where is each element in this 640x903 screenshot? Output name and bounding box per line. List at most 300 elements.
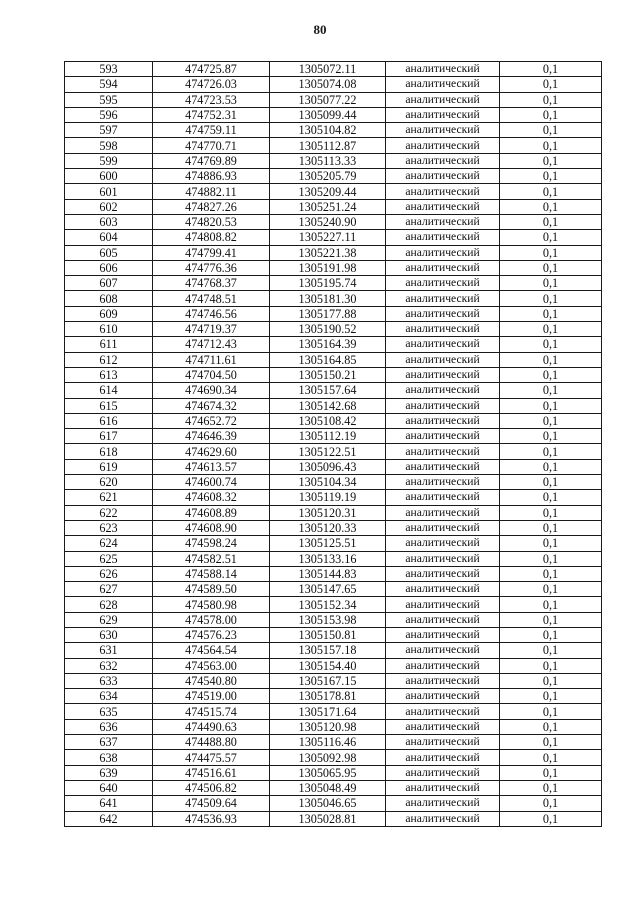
table-row — [65, 138, 602, 153]
determination-method-cell: аналитический — [386, 260, 500, 275]
table-row — [65, 750, 602, 765]
y-coordinate-cell: 1305099.44 — [270, 107, 386, 122]
x-coordinate-cell: 474719.37 — [153, 322, 270, 337]
x-coordinate-cell: 474608.89 — [153, 505, 270, 520]
point-number-cell: 627 — [65, 582, 153, 597]
point-number-cell: 612 — [65, 352, 153, 367]
y-coordinate-cell: 1305096.43 — [270, 459, 386, 474]
determination-method-cell: аналитический — [386, 276, 500, 291]
accuracy-cell: 0,1 — [500, 62, 602, 77]
table-row — [65, 658, 602, 673]
y-coordinate-cell: 1305152.34 — [270, 597, 386, 612]
determination-method-cell: аналитический — [386, 566, 500, 581]
x-coordinate-cell: 474808.82 — [153, 230, 270, 245]
y-coordinate-cell: 1305178.81 — [270, 689, 386, 704]
accuracy-cell: 0,1 — [500, 612, 602, 627]
accuracy-cell: 0,1 — [500, 627, 602, 642]
table-row — [65, 627, 602, 642]
determination-method-cell: аналитический — [386, 429, 500, 444]
point-number-cell: 642 — [65, 811, 153, 826]
x-coordinate-cell: 474725.87 — [153, 62, 270, 77]
accuracy-cell: 0,1 — [500, 413, 602, 428]
accuracy-cell: 0,1 — [500, 123, 602, 138]
accuracy-cell: 0,1 — [500, 719, 602, 734]
determination-method-cell: аналитический — [386, 475, 500, 490]
y-coordinate-cell: 1305104.82 — [270, 123, 386, 138]
table-row — [65, 704, 602, 719]
x-coordinate-cell: 474600.74 — [153, 475, 270, 490]
table-row — [65, 735, 602, 750]
determination-method-cell: аналитический — [386, 765, 500, 780]
point-number-cell: 623 — [65, 520, 153, 535]
y-coordinate-cell: 1305147.65 — [270, 582, 386, 597]
table-row — [65, 536, 602, 551]
x-coordinate-cell: 474799.41 — [153, 245, 270, 260]
accuracy-cell: 0,1 — [500, 750, 602, 765]
x-coordinate-cell: 474629.60 — [153, 444, 270, 459]
point-number-cell: 630 — [65, 627, 153, 642]
determination-method-cell: аналитический — [386, 597, 500, 612]
determination-method-cell: аналитический — [386, 627, 500, 642]
determination-method-cell: аналитический — [386, 811, 500, 826]
accuracy-cell: 0,1 — [500, 536, 602, 551]
accuracy-cell: 0,1 — [500, 658, 602, 673]
determination-method-cell: аналитический — [386, 306, 500, 321]
y-coordinate-cell: 1305195.74 — [270, 276, 386, 291]
accuracy-cell: 0,1 — [500, 551, 602, 566]
table-row — [65, 505, 602, 520]
x-coordinate-cell: 474516.61 — [153, 765, 270, 780]
x-coordinate-cell: 474576.23 — [153, 627, 270, 642]
determination-method-cell: аналитический — [386, 643, 500, 658]
accuracy-cell: 0,1 — [500, 322, 602, 337]
accuracy-cell: 0,1 — [500, 260, 602, 275]
point-number-cell: 626 — [65, 566, 153, 581]
point-number-cell: 639 — [65, 765, 153, 780]
coordinates-table — [64, 61, 602, 827]
accuracy-cell: 0,1 — [500, 780, 602, 795]
table-row — [65, 475, 602, 490]
determination-method-cell: аналитический — [386, 153, 500, 168]
table-row — [65, 169, 602, 184]
accuracy-cell: 0,1 — [500, 352, 602, 367]
y-coordinate-cell: 1305177.88 — [270, 306, 386, 321]
table-row — [65, 245, 602, 260]
y-coordinate-cell: 1305150.21 — [270, 367, 386, 382]
y-coordinate-cell: 1305125.51 — [270, 536, 386, 551]
table-row — [65, 566, 602, 581]
determination-method-cell: аналитический — [386, 77, 500, 92]
table-row — [65, 597, 602, 612]
y-coordinate-cell: 1305120.33 — [270, 520, 386, 535]
accuracy-cell: 0,1 — [500, 276, 602, 291]
accuracy-cell: 0,1 — [500, 291, 602, 306]
determination-method-cell: аналитический — [386, 291, 500, 306]
table-row — [65, 352, 602, 367]
y-coordinate-cell: 1305205.79 — [270, 169, 386, 184]
accuracy-cell: 0,1 — [500, 505, 602, 520]
x-coordinate-cell: 474820.53 — [153, 214, 270, 229]
y-coordinate-cell: 1305122.51 — [270, 444, 386, 459]
y-coordinate-cell: 1305227.11 — [270, 230, 386, 245]
determination-method-cell: аналитический — [386, 582, 500, 597]
y-coordinate-cell: 1305164.39 — [270, 337, 386, 352]
determination-method-cell: аналитический — [386, 383, 500, 398]
table-row — [65, 765, 602, 780]
point-number-cell: 625 — [65, 551, 153, 566]
table-row — [65, 214, 602, 229]
table-row — [65, 413, 602, 428]
point-number-cell: 618 — [65, 444, 153, 459]
accuracy-cell: 0,1 — [500, 383, 602, 398]
x-coordinate-cell: 474752.31 — [153, 107, 270, 122]
x-coordinate-cell: 474564.54 — [153, 643, 270, 658]
determination-method-cell: аналитический — [386, 322, 500, 337]
x-coordinate-cell: 474652.72 — [153, 413, 270, 428]
y-coordinate-cell: 1305171.64 — [270, 704, 386, 719]
table-row — [65, 77, 602, 92]
table-row — [65, 490, 602, 505]
point-number-cell: 634 — [65, 689, 153, 704]
x-coordinate-cell: 474776.36 — [153, 260, 270, 275]
point-number-cell: 597 — [65, 123, 153, 138]
accuracy-cell: 0,1 — [500, 704, 602, 719]
table-row — [65, 383, 602, 398]
table-row — [65, 520, 602, 535]
point-number-cell: 629 — [65, 612, 153, 627]
y-coordinate-cell: 1305065.95 — [270, 765, 386, 780]
point-number-cell: 596 — [65, 107, 153, 122]
point-number-cell: 632 — [65, 658, 153, 673]
y-coordinate-cell: 1305153.98 — [270, 612, 386, 627]
determination-method-cell: аналитический — [386, 184, 500, 199]
table-row — [65, 230, 602, 245]
accuracy-cell: 0,1 — [500, 398, 602, 413]
accuracy-cell: 0,1 — [500, 245, 602, 260]
x-coordinate-cell: 474488.80 — [153, 735, 270, 750]
accuracy-cell: 0,1 — [500, 689, 602, 704]
y-coordinate-cell: 1305209.44 — [270, 184, 386, 199]
point-number-cell: 631 — [65, 643, 153, 658]
point-number-cell: 605 — [65, 245, 153, 260]
y-coordinate-cell: 1305116.46 — [270, 735, 386, 750]
table-row — [65, 260, 602, 275]
determination-method-cell: аналитический — [386, 352, 500, 367]
table-row — [65, 276, 602, 291]
y-coordinate-cell: 1305104.34 — [270, 475, 386, 490]
point-number-cell: 598 — [65, 138, 153, 153]
table-row — [65, 184, 602, 199]
table-row — [65, 153, 602, 168]
y-coordinate-cell: 1305108.42 — [270, 413, 386, 428]
table-row — [65, 107, 602, 122]
determination-method-cell: аналитический — [386, 107, 500, 122]
y-coordinate-cell: 1305048.49 — [270, 780, 386, 795]
determination-method-cell: аналитический — [386, 490, 500, 505]
y-coordinate-cell: 1305113.33 — [270, 153, 386, 168]
x-coordinate-cell: 474759.11 — [153, 123, 270, 138]
y-coordinate-cell: 1305164.85 — [270, 352, 386, 367]
table-row — [65, 459, 602, 474]
accuracy-cell: 0,1 — [500, 735, 602, 750]
point-number-cell: 601 — [65, 184, 153, 199]
table-row — [65, 92, 602, 107]
table-row — [65, 291, 602, 306]
point-number-cell: 617 — [65, 429, 153, 444]
point-number-cell: 624 — [65, 536, 153, 551]
y-coordinate-cell: 1305142.68 — [270, 398, 386, 413]
determination-method-cell: аналитический — [386, 704, 500, 719]
determination-method-cell: аналитический — [386, 520, 500, 535]
point-number-cell: 638 — [65, 750, 153, 765]
y-coordinate-cell: 1305074.08 — [270, 77, 386, 92]
x-coordinate-cell: 474613.57 — [153, 459, 270, 474]
determination-method-cell: аналитический — [386, 169, 500, 184]
x-coordinate-cell: 474886.93 — [153, 169, 270, 184]
determination-method-cell: аналитический — [386, 796, 500, 811]
y-coordinate-cell: 1305167.15 — [270, 673, 386, 688]
x-coordinate-cell: 474589.50 — [153, 582, 270, 597]
accuracy-cell: 0,1 — [500, 367, 602, 382]
determination-method-cell: аналитический — [386, 245, 500, 260]
point-number-cell: 628 — [65, 597, 153, 612]
x-coordinate-cell: 474690.34 — [153, 383, 270, 398]
point-number-cell: 619 — [65, 459, 153, 474]
y-coordinate-cell: 1305157.18 — [270, 643, 386, 658]
x-coordinate-cell: 474598.24 — [153, 536, 270, 551]
accuracy-cell: 0,1 — [500, 444, 602, 459]
x-coordinate-cell: 474748.51 — [153, 291, 270, 306]
point-number-cell: 641 — [65, 796, 153, 811]
table-row — [65, 796, 602, 811]
point-number-cell: 637 — [65, 735, 153, 750]
x-coordinate-cell: 474646.39 — [153, 429, 270, 444]
determination-method-cell: аналитический — [386, 719, 500, 734]
determination-method-cell: аналитический — [386, 536, 500, 551]
point-number-cell: 600 — [65, 169, 153, 184]
y-coordinate-cell: 1305144.83 — [270, 566, 386, 581]
x-coordinate-cell: 474608.32 — [153, 490, 270, 505]
table-row — [65, 689, 602, 704]
accuracy-cell: 0,1 — [500, 429, 602, 444]
accuracy-cell: 0,1 — [500, 459, 602, 474]
y-coordinate-cell: 1305028.81 — [270, 811, 386, 826]
determination-method-cell: аналитический — [386, 199, 500, 214]
y-coordinate-cell: 1305191.98 — [270, 260, 386, 275]
x-coordinate-cell: 474723.53 — [153, 92, 270, 107]
table-row — [65, 367, 602, 382]
accuracy-cell: 0,1 — [500, 673, 602, 688]
y-coordinate-cell: 1305046.65 — [270, 796, 386, 811]
point-number-cell: 633 — [65, 673, 153, 688]
table-body — [65, 62, 602, 827]
y-coordinate-cell: 1305157.64 — [270, 383, 386, 398]
y-coordinate-cell: 1305112.87 — [270, 138, 386, 153]
determination-method-cell: аналитический — [386, 138, 500, 153]
point-number-cell: 611 — [65, 337, 153, 352]
x-coordinate-cell: 474578.00 — [153, 612, 270, 627]
accuracy-cell: 0,1 — [500, 337, 602, 352]
accuracy-cell: 0,1 — [500, 520, 602, 535]
determination-method-cell: аналитический — [386, 459, 500, 474]
point-number-cell: 635 — [65, 704, 153, 719]
point-number-cell: 622 — [65, 505, 153, 520]
determination-method-cell: аналитический — [386, 214, 500, 229]
point-number-cell: 616 — [65, 413, 153, 428]
x-coordinate-cell: 474536.93 — [153, 811, 270, 826]
determination-method-cell: аналитический — [386, 337, 500, 352]
accuracy-cell: 0,1 — [500, 230, 602, 245]
y-coordinate-cell: 1305133.16 — [270, 551, 386, 566]
determination-method-cell: аналитический — [386, 551, 500, 566]
accuracy-cell: 0,1 — [500, 490, 602, 505]
x-coordinate-cell: 474769.89 — [153, 153, 270, 168]
point-number-cell: 640 — [65, 780, 153, 795]
y-coordinate-cell: 1305154.40 — [270, 658, 386, 673]
accuracy-cell: 0,1 — [500, 138, 602, 153]
determination-method-cell: аналитический — [386, 367, 500, 382]
determination-method-cell: аналитический — [386, 735, 500, 750]
x-coordinate-cell: 474475.57 — [153, 750, 270, 765]
point-number-cell: 603 — [65, 214, 153, 229]
table-row — [65, 444, 602, 459]
x-coordinate-cell: 474588.14 — [153, 566, 270, 581]
determination-method-cell: аналитический — [386, 230, 500, 245]
determination-method-cell: аналитический — [386, 62, 500, 77]
point-number-cell: 615 — [65, 398, 153, 413]
x-coordinate-cell: 474726.03 — [153, 77, 270, 92]
accuracy-cell: 0,1 — [500, 811, 602, 826]
x-coordinate-cell: 474563.00 — [153, 658, 270, 673]
accuracy-cell: 0,1 — [500, 306, 602, 321]
point-number-cell: 602 — [65, 199, 153, 214]
y-coordinate-cell: 1305092.98 — [270, 750, 386, 765]
y-coordinate-cell: 1305221.38 — [270, 245, 386, 260]
x-coordinate-cell: 474540.80 — [153, 673, 270, 688]
accuracy-cell: 0,1 — [500, 92, 602, 107]
accuracy-cell: 0,1 — [500, 153, 602, 168]
determination-method-cell: аналитический — [386, 444, 500, 459]
determination-method-cell: аналитический — [386, 689, 500, 704]
determination-method-cell: аналитический — [386, 673, 500, 688]
y-coordinate-cell: 1305190.52 — [270, 322, 386, 337]
accuracy-cell: 0,1 — [500, 643, 602, 658]
accuracy-cell: 0,1 — [500, 77, 602, 92]
x-coordinate-cell: 474827.26 — [153, 199, 270, 214]
table-row — [65, 811, 602, 826]
x-coordinate-cell: 474746.56 — [153, 306, 270, 321]
x-coordinate-cell: 474770.71 — [153, 138, 270, 153]
point-number-cell: 608 — [65, 291, 153, 306]
table-row — [65, 398, 602, 413]
x-coordinate-cell: 474506.82 — [153, 780, 270, 795]
point-number-cell: 620 — [65, 475, 153, 490]
table-row — [65, 582, 602, 597]
accuracy-cell: 0,1 — [500, 214, 602, 229]
determination-method-cell: аналитический — [386, 750, 500, 765]
table-row — [65, 780, 602, 795]
y-coordinate-cell: 1305077.22 — [270, 92, 386, 107]
y-coordinate-cell: 1305112.19 — [270, 429, 386, 444]
accuracy-cell: 0,1 — [500, 582, 602, 597]
accuracy-cell: 0,1 — [500, 566, 602, 581]
accuracy-cell: 0,1 — [500, 184, 602, 199]
y-coordinate-cell: 1305240.90 — [270, 214, 386, 229]
table-row — [65, 337, 602, 352]
y-coordinate-cell: 1305251.24 — [270, 199, 386, 214]
accuracy-cell: 0,1 — [500, 169, 602, 184]
coordinates-table-wrapper — [64, 61, 601, 827]
determination-method-cell: аналитический — [386, 780, 500, 795]
determination-method-cell: аналитический — [386, 92, 500, 107]
table-row — [65, 551, 602, 566]
point-number-cell: 621 — [65, 490, 153, 505]
point-number-cell: 636 — [65, 719, 153, 734]
table-row — [65, 322, 602, 337]
x-coordinate-cell: 474509.64 — [153, 796, 270, 811]
x-coordinate-cell: 474608.90 — [153, 520, 270, 535]
determination-method-cell: аналитический — [386, 123, 500, 138]
x-coordinate-cell: 474515.74 — [153, 704, 270, 719]
accuracy-cell: 0,1 — [500, 765, 602, 780]
y-coordinate-cell: 1305072.11 — [270, 62, 386, 77]
table-row — [65, 306, 602, 321]
point-number-cell: 606 — [65, 260, 153, 275]
table-row — [65, 62, 602, 77]
x-coordinate-cell: 474704.50 — [153, 367, 270, 382]
point-number-cell: 599 — [65, 153, 153, 168]
determination-method-cell: аналитический — [386, 612, 500, 627]
point-number-cell: 613 — [65, 367, 153, 382]
y-coordinate-cell: 1305119.19 — [270, 490, 386, 505]
x-coordinate-cell: 474768.37 — [153, 276, 270, 291]
table-row — [65, 673, 602, 688]
table-row — [65, 719, 602, 734]
y-coordinate-cell: 1305150.81 — [270, 627, 386, 642]
table-row — [65, 429, 602, 444]
x-coordinate-cell: 474712.43 — [153, 337, 270, 352]
accuracy-cell: 0,1 — [500, 597, 602, 612]
determination-method-cell: аналитический — [386, 398, 500, 413]
point-number-cell: 594 — [65, 77, 153, 92]
x-coordinate-cell: 474519.00 — [153, 689, 270, 704]
x-coordinate-cell: 474580.98 — [153, 597, 270, 612]
x-coordinate-cell: 474490.63 — [153, 719, 270, 734]
accuracy-cell: 0,1 — [500, 107, 602, 122]
table-row — [65, 199, 602, 214]
y-coordinate-cell: 1305120.98 — [270, 719, 386, 734]
accuracy-cell: 0,1 — [500, 796, 602, 811]
point-number-cell: 607 — [65, 276, 153, 291]
table-row — [65, 612, 602, 627]
page-number: 80 — [313, 22, 327, 37]
accuracy-cell: 0,1 — [500, 199, 602, 214]
accuracy-cell: 0,1 — [500, 475, 602, 490]
table-row — [65, 643, 602, 658]
point-number-cell: 595 — [65, 92, 153, 107]
x-coordinate-cell: 474711.61 — [153, 352, 270, 367]
point-number-cell: 610 — [65, 322, 153, 337]
y-coordinate-cell: 1305181.30 — [270, 291, 386, 306]
x-coordinate-cell: 474582.51 — [153, 551, 270, 566]
determination-method-cell: аналитический — [386, 658, 500, 673]
x-coordinate-cell: 474674.32 — [153, 398, 270, 413]
point-number-cell: 609 — [65, 306, 153, 321]
x-coordinate-cell: 474882.11 — [153, 184, 270, 199]
point-number-cell: 614 — [65, 383, 153, 398]
y-coordinate-cell: 1305120.31 — [270, 505, 386, 520]
table-row — [65, 123, 602, 138]
